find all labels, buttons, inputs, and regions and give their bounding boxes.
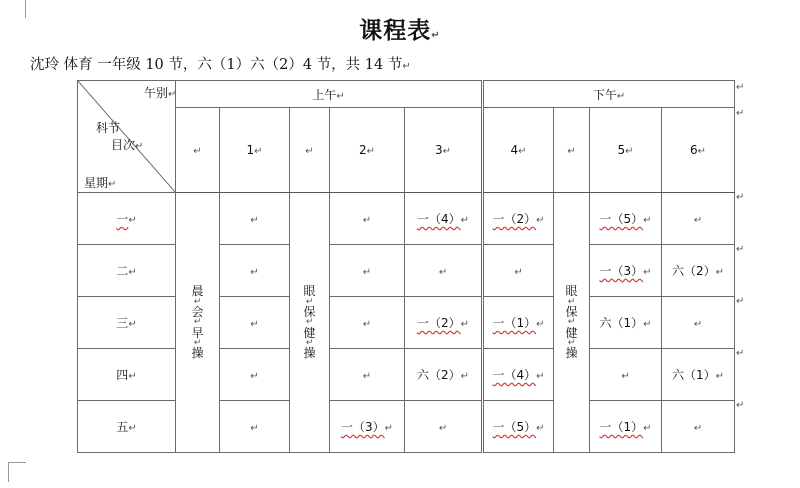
lesson-cell: ↵ <box>590 349 662 401</box>
corner-header-cell <box>78 81 176 193</box>
row-end-mark: ↵ <box>736 296 745 307</box>
lesson-cell: 一（3）↵ <box>330 401 405 453</box>
lesson-cell: 六（2）↵ <box>405 349 483 401</box>
lesson-cell: ↵ <box>662 297 735 349</box>
lesson-cell: 一（2）↵ <box>483 193 554 245</box>
lesson-cell: ↵ <box>330 349 405 401</box>
lesson-cell: ↵ <box>220 349 290 401</box>
lesson-cell: 一（4）↵ <box>405 193 483 245</box>
weekday-cell: 三↵ <box>78 297 176 349</box>
page-corner-mark-bottom <box>8 462 26 482</box>
lesson-cell: 一（1）↵ <box>590 401 662 453</box>
lesson-cell: ↵ <box>220 245 290 297</box>
lesson-cell: ↵ <box>405 245 483 297</box>
section-header: 4↵ <box>483 108 554 193</box>
row-end-mark: ↵ <box>736 192 745 203</box>
weekday-cell: 五↵ <box>78 401 176 453</box>
section-header: 1↵ <box>220 108 290 193</box>
eye-exercise-am-header: ↵ <box>290 108 330 193</box>
lesson-cell: ↵ <box>330 297 405 349</box>
weekday-cell: 二↵ <box>78 245 176 297</box>
lesson-cell: ↵ <box>405 401 483 453</box>
row-end-mark: ↵ <box>736 400 745 411</box>
lesson-cell: 一（5）↵ <box>590 193 662 245</box>
row-end-mark: ↵ <box>736 244 745 255</box>
morning-header: 上午↵ <box>176 81 483 108</box>
corner-label-order: 目次↵ <box>111 138 144 152</box>
corner-label-subject: 科节 <box>96 121 121 135</box>
section-header: 3↵ <box>405 108 483 193</box>
section-header: 2↵ <box>330 108 405 193</box>
section-header: 6↵ <box>662 108 735 193</box>
row-end-mark: ↵ <box>736 348 745 359</box>
row-end-mark: ↵ <box>736 82 745 93</box>
timetable <box>77 80 735 453</box>
corner-label-period: 午别↵ <box>144 86 177 100</box>
eye-exercise-pm-header: ↵ <box>554 108 590 193</box>
table-row <box>78 193 735 245</box>
corner-label-weekday: 星期↵ <box>84 176 117 190</box>
page-title: 课程表↵ <box>359 17 441 44</box>
lesson-cell: 一（4）↵ <box>483 349 554 401</box>
lesson-cell: 六（1）↵ <box>590 297 662 349</box>
eye-exercise-pm-cell: 眼 ↵ 保 ↵ 健 ↵ 操 <box>554 193 590 453</box>
morning-activity-header: ↵ <box>176 108 220 193</box>
lesson-cell: ↵ <box>483 245 554 297</box>
lesson-cell: 六（2）↵ <box>662 245 735 297</box>
weekday-cell: 一↵ <box>78 193 176 245</box>
lesson-cell: ↵ <box>330 193 405 245</box>
row-end-mark: ↵ <box>736 108 745 119</box>
lesson-cell: ↵ <box>220 297 290 349</box>
lesson-cell: 一（5）↵ <box>483 401 554 453</box>
lesson-cell: ↵ <box>220 401 290 453</box>
weekday-cell: 四↵ <box>78 349 176 401</box>
section-header: 5↵ <box>590 108 662 193</box>
teacher-summary: 沈玲 体育 一年级 10 节，六（1）六（2）4 节，共 14 节↵ <box>30 57 411 73</box>
lesson-cell: ↵ <box>662 193 735 245</box>
afternoon-header: 下午↵ <box>483 81 735 108</box>
lesson-cell: 一（2）↵ <box>405 297 483 349</box>
lesson-cell: 六（1）↵ <box>662 349 735 401</box>
lesson-cell: ↵ <box>220 193 290 245</box>
morning-activity-cell: 晨 ↵ 会 ↵ 早 ↵ 操 <box>176 193 220 453</box>
lesson-cell: ↵ <box>330 245 405 297</box>
lesson-cell: ↵ <box>662 401 735 453</box>
eye-exercise-am-cell: 眼 ↵ 保 ↵ 健 ↵ 操 <box>290 193 330 453</box>
lesson-cell: 一（3）↵ <box>590 245 662 297</box>
lesson-cell: 一（1）↵ <box>483 297 554 349</box>
